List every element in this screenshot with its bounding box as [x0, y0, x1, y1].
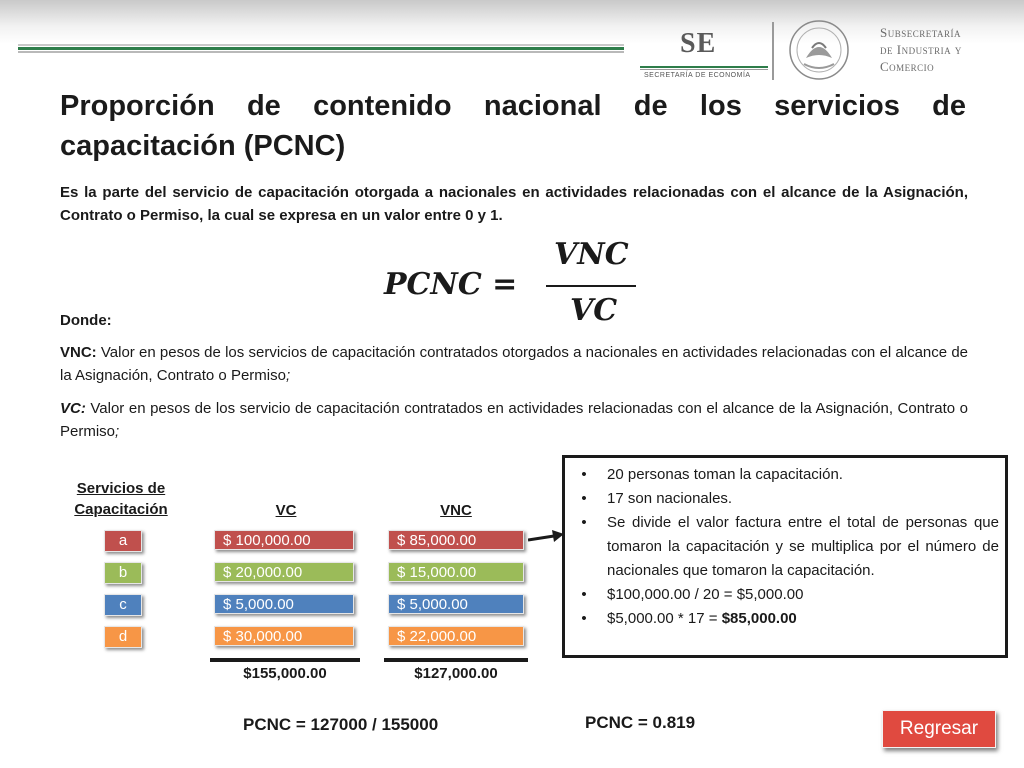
vc-total-rule: [210, 658, 360, 662]
service-letter-a: a: [104, 530, 142, 552]
subsecretaria-label: Subsecretaría de Industria y Comercio: [880, 25, 962, 74]
header-divider: [772, 22, 774, 80]
column-header-vc: VC: [275, 502, 297, 519]
list-item: • Se divide el valor factura entre el total de personas que tomaron la capacitación y se multiplica por el número de nacionales que tomaron la capacitación.: [581, 514, 999, 579]
pcnc-formula: [384, 237, 644, 333]
national-seal-icon: [784, 18, 854, 82]
vnc-value-d: $ 22,000.00: [388, 626, 524, 646]
vc-value-a: $ 100,000.00: [214, 530, 354, 550]
vnc-total-rule: [384, 658, 528, 662]
list-item: • $100,000.00 / 20 = $5,000.00: [581, 586, 804, 603]
intro-paragraph: Es la parte del servicio de capacitación otorgada a nacionales en actividades relacionadas con el alcance de la Asignación, Contrato o Permiso, la cual se expresa en un valor entre 0 y 1.: [60, 184, 968, 224]
pcnc-result: PCNC = 0.819: [585, 713, 696, 732]
service-letter-c: c: [104, 594, 142, 616]
vnc-value-b: $ 15,000.00: [388, 562, 524, 582]
example-notes-box: [562, 455, 1008, 658]
service-letter-d: d: [104, 626, 142, 648]
pcnc-calculation: PCNC = 127000 / 155000: [243, 715, 439, 734]
definition-vnc: VNC: Valor en pesos de los servicios de capacitación contratados otorgados a nacionales en actividades relacionadas con el alcance de la Asignación, Contrato o Permiso;: [60, 344, 968, 384]
arrow-right-icon: [528, 528, 564, 548]
donde-label: Donde:: [60, 312, 112, 329]
page-title: Proporción de contenido nacional de los servicios de capacitación (PCNC): [60, 90, 966, 162]
secretaria-economia-logo: [640, 22, 768, 78]
column-header-vnc: VNC: [440, 502, 472, 519]
list-item: • 17 son nacionales.: [581, 490, 733, 507]
formula-lhs: PCNC =: [384, 267, 518, 302]
back-button[interactable]: Regresar: [882, 710, 996, 748]
header-stripes: [18, 44, 624, 54]
logo-subtitle: SECRETARÍA DE ECONOMÍA: [644, 72, 751, 79]
service-letter-b: b: [104, 562, 142, 584]
list-item: • 20 personas toman la capacitación.: [581, 466, 843, 483]
list-item: • $5,000.00 * 17 = $85,000.00: [581, 610, 797, 627]
vnc-total: $127,000.00: [414, 665, 498, 682]
formula-denominator: VC: [570, 293, 618, 328]
vc-value-c: $ 5,000.00: [214, 594, 354, 614]
vnc-value-a: $ 85,000.00: [388, 530, 524, 550]
formula-fraction-bar: [546, 285, 636, 287]
vc-value-d: $ 30,000.00: [214, 626, 354, 646]
header-band: [0, 0, 1024, 44]
formula-numerator: VNC: [554, 237, 629, 272]
logo-mark: SE: [680, 28, 717, 59]
definition-vc: VC: Valor en pesos de los servicio de capacitación contratados en actividades relacionadas con el alcance de la Asignación, Contrato o Permiso;: [60, 400, 968, 440]
vc-total: $155,000.00: [243, 665, 327, 682]
vnc-value-c: $ 5,000.00: [388, 594, 524, 614]
column-header-servicios: Servicios de Capacitación: [74, 480, 168, 518]
vc-value-b: $ 20,000.00: [214, 562, 354, 582]
